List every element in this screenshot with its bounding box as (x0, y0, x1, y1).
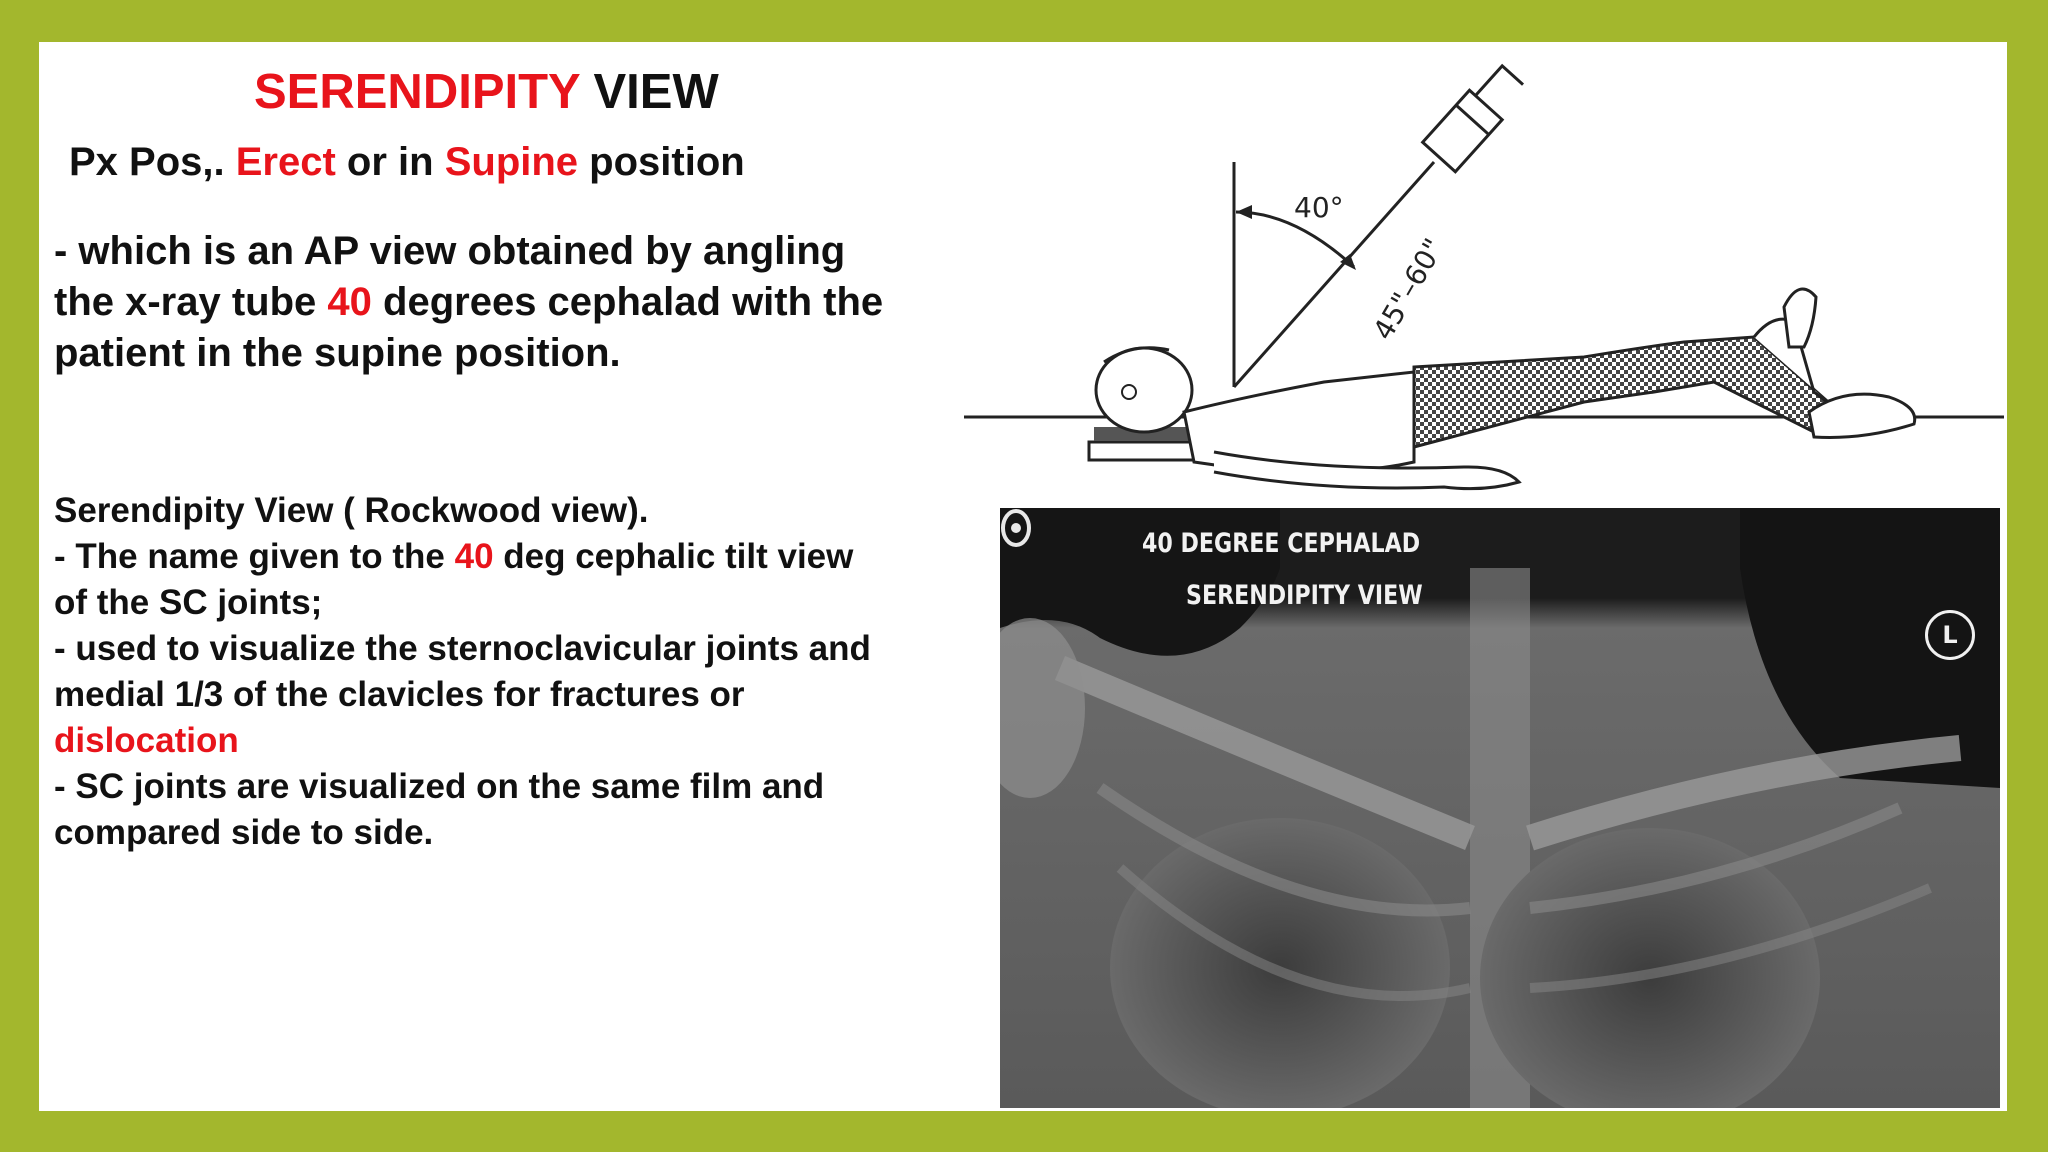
notes-line: - SC joints are visualized on the same film and (54, 767, 825, 806)
positioning-diagram (964, 62, 2007, 502)
position-mid: or in (335, 140, 445, 184)
notes-heading: Serendipity View ( Rockwood view). (54, 491, 649, 530)
notes-block (54, 488, 1014, 856)
patient-head (1096, 348, 1192, 432)
distance-label: 45"–60" (1366, 232, 1451, 346)
description-line (54, 277, 984, 328)
xray-image (1000, 508, 2000, 1108)
title-rest: VIEW (579, 65, 719, 119)
title-keyword: SERENDIPITY (254, 65, 580, 119)
xray-label: 40 DEGREE CEPHALAD (1142, 528, 1421, 559)
notes-line (54, 534, 1014, 580)
marker-icon (1000, 508, 1032, 548)
description-text: the x-ray tube (54, 280, 328, 324)
xray-tube-icon (1423, 62, 1529, 172)
xray-label: SERENDIPITY VIEW (1186, 580, 1423, 611)
side-marker: L (1925, 610, 1975, 660)
xray-drawing (1000, 508, 2000, 1108)
description-text: degrees cephalad with the (371, 280, 884, 324)
angle-label: 40° (1294, 191, 1344, 224)
description-angle: 40 (327, 280, 372, 324)
slide (39, 42, 2007, 1111)
notes-highlight: dislocation (54, 721, 239, 760)
notes-line: medial 1/3 of the clavicles for fractures or (54, 675, 745, 714)
description-line: - which is an AP view obtained by angling (54, 229, 846, 273)
notes-text: deg cephalic tilt view (493, 537, 854, 576)
position-prefix: Px Pos,. (69, 140, 236, 184)
notes-line: - used to visualize the sternoclavicular joints and (54, 629, 871, 668)
shoe-icon (1784, 289, 1816, 347)
slide-title (254, 64, 719, 120)
notes-text: - The name given to the (54, 537, 455, 576)
patient-position (69, 140, 745, 185)
notes-line: of the SC joints; (54, 583, 323, 622)
position-erect: Erect (235, 140, 336, 184)
view-description (54, 226, 984, 379)
notes-angle: 40 (454, 537, 494, 576)
description-line: patient in the supine position. (54, 331, 621, 375)
notes-line: compared side to side. (54, 813, 434, 852)
position-suffix: position (578, 140, 745, 184)
position-supine: Supine (444, 140, 579, 184)
patient-pants (1414, 337, 1834, 447)
